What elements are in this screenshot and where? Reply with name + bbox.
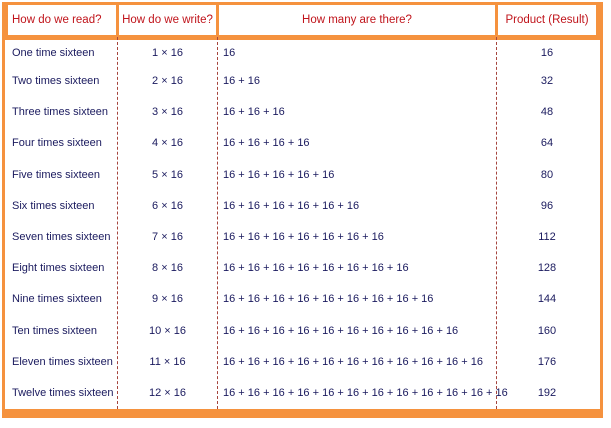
product-cell: 160 bbox=[537, 324, 557, 337]
write-cell: 12 × 16 bbox=[148, 386, 186, 399]
write-cell: 6 × 16 bbox=[152, 199, 183, 212]
table-header bbox=[5, 5, 600, 40]
repeated-addition-cell: 16 + 16 + 16 + 16 + 16 + 16 + 16 + 16 + 16 bbox=[223, 293, 434, 306]
write-cell: 9 × 16 bbox=[152, 293, 183, 306]
read-cell: Nine times sixteen bbox=[12, 293, 102, 306]
read-cell: Eleven times sixteen bbox=[12, 355, 113, 368]
read-cell: Three times sixteen bbox=[12, 106, 108, 119]
repeated-addition-cell: 16 + 16 + 16 bbox=[223, 106, 285, 119]
product-cell: 144 bbox=[537, 293, 557, 306]
read-cell: Two times sixteen bbox=[12, 75, 100, 87]
repeated-addition-cell: 16 + 16 + 16 + 16 + 16 + 16 + 16 + 16 bbox=[223, 262, 409, 275]
product-cell: 192 bbox=[537, 386, 557, 399]
write-cell: 8 × 16 bbox=[152, 262, 183, 275]
product-cell: 48 bbox=[540, 106, 554, 119]
header-how-many: How many are there? bbox=[219, 5, 495, 35]
table-row bbox=[5, 316, 600, 347]
product-cell: 176 bbox=[537, 355, 557, 368]
table-row bbox=[5, 160, 600, 191]
table-bottom-border bbox=[5, 409, 600, 415]
table-row bbox=[5, 284, 600, 315]
write-cell: 2 × 16 bbox=[152, 75, 183, 87]
write-cell: 10 × 16 bbox=[148, 324, 186, 337]
write-cell: 1 × 16 bbox=[152, 47, 183, 59]
write-cell: 11 × 16 bbox=[149, 355, 186, 368]
write-cell: 5 × 16 bbox=[152, 168, 183, 181]
table-row bbox=[5, 66, 600, 97]
product-cell: 32 bbox=[540, 75, 554, 87]
repeated-addition-cell: 16 + 16 + 16 + 16 + 16 + 16 bbox=[223, 199, 360, 212]
read-cell: Twelve times sixteen bbox=[12, 386, 114, 399]
repeated-addition-cell: 16 + 16 bbox=[223, 75, 261, 87]
read-cell: One time sixteen bbox=[12, 47, 95, 59]
write-cell: 4 × 16 bbox=[152, 137, 183, 150]
product-cell: 112 bbox=[538, 230, 556, 243]
product-cell: 64 bbox=[540, 137, 554, 150]
multiplication-table bbox=[2, 2, 603, 418]
read-cell: Seven times sixteen bbox=[12, 230, 111, 243]
repeated-addition-cell: 16 + 16 + 16 + 16 + 16 bbox=[223, 168, 335, 181]
table-row bbox=[5, 97, 600, 128]
read-cell: Ten times sixteen bbox=[12, 324, 97, 337]
repeated-addition-cell: 16 + 16 + 16 + 16 bbox=[223, 137, 310, 150]
table-row bbox=[5, 347, 600, 378]
product-cell: 96 bbox=[540, 199, 554, 212]
table-row bbox=[5, 378, 600, 409]
product-cell: 16 bbox=[540, 47, 554, 59]
write-cell: 3 × 16 bbox=[152, 106, 183, 119]
table-row bbox=[5, 40, 600, 66]
write-cell: 7 × 16 bbox=[152, 230, 183, 243]
repeated-addition-cell: 16 + 16 + 16 + 16 + 16 + 16 + 16 bbox=[223, 230, 384, 243]
product-cell: 128 bbox=[537, 262, 557, 275]
repeated-addition-cell: 16 + 16 + 16 + 16 + 16 + 16 + 16 + 16 + 16 + 16 bbox=[223, 324, 459, 337]
repeated-addition-cell: 16 + 16 + 16 + 16 + 16 + 16 + 16 + 16 + 16 + 16 + 16 bbox=[223, 355, 483, 368]
repeated-addition-cell: 16 bbox=[223, 47, 236, 59]
product-cell: 80 bbox=[540, 168, 554, 181]
repeated-addition-cell: 16 + 16 + 16 + 16 + 16 + 16 + 16 + 16 + 16 + 16 + 16 + 16 bbox=[223, 386, 508, 399]
read-cell: Six times sixteen bbox=[12, 199, 95, 212]
table-row bbox=[5, 253, 600, 284]
read-cell: Five times sixteen bbox=[12, 168, 101, 181]
header-read: How do we read? bbox=[8, 5, 116, 35]
read-cell: Eight times sixteen bbox=[12, 262, 105, 275]
table-row bbox=[5, 191, 600, 222]
read-cell: Four times sixteen bbox=[12, 137, 102, 150]
table-row bbox=[5, 128, 600, 159]
header-write: How do we write? bbox=[119, 5, 216, 35]
table-body bbox=[5, 40, 600, 409]
header-product: Product (Result) bbox=[498, 5, 596, 35]
table-row bbox=[5, 222, 600, 253]
